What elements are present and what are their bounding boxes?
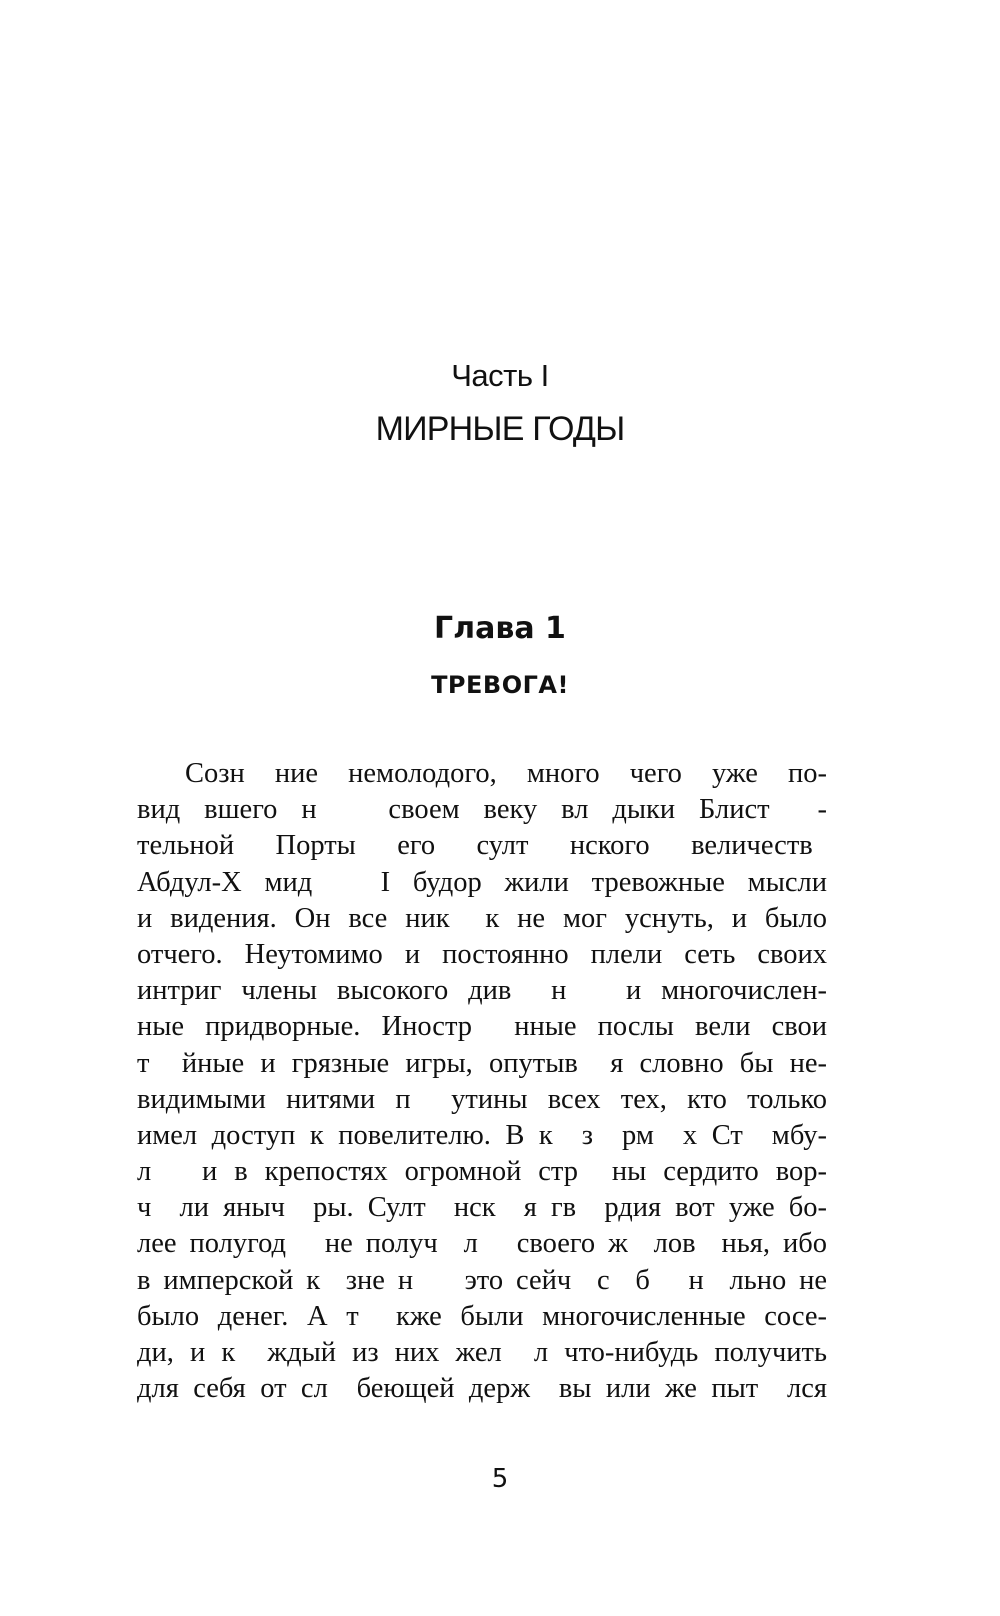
text-line: ные придворные. Иностр нные послы вели свои (137, 1011, 827, 1043)
text-line: лее полугод не получ л своего ж лов нья, ибо (137, 1228, 827, 1260)
text-line: имел доступ к повелителю. В к з рм х Ст мбу- (137, 1119, 827, 1151)
part-label: Часть I (451, 358, 549, 393)
part-title: МИРНЫЕ ГОДЫ (375, 410, 625, 448)
text-line: тельной Порты его султ нского величеств (137, 830, 827, 862)
text-line: для себя от сл беющей держ вы или же пыт лся (137, 1373, 827, 1405)
page-number: 5 (491, 1464, 509, 1494)
text-line: в имперской к зне н это сейч с б н льно не (137, 1264, 827, 1296)
body-text (137, 756, 827, 1407)
text-line: интриг члены высокого див н и многочислен- (137, 975, 827, 1007)
text-line: Абдул-Х мид I будор жили тревожные мысли (137, 866, 827, 898)
text-line: отчего. Неутомимо и постоянно плели сеть своих (137, 938, 827, 970)
text-line: вид вшего н своем веку вл дыки Блист - (137, 794, 827, 826)
text-line: т йные и грязные игры, опутыв я словно бы не- (137, 1047, 827, 1079)
chapter-title: ТРЕВОГА! (431, 671, 569, 699)
text-line: ч ли яныч ры. Султ нск я гв рдия вот уже бо- (137, 1192, 827, 1224)
text-line: было денег. А т кже были многочисленные сосе- (137, 1300, 827, 1332)
text-line: ди, и к ждый из них жел л что-нибудь получить (137, 1337, 827, 1368)
chapter-label: Глава 1 (434, 611, 566, 646)
text-line: Созн ние немолодого, много чего уже по- (185, 758, 827, 789)
text-line: и видения. Он все ник к не мог уснуть, и было (137, 902, 827, 934)
text-line: л и в крепостях огромной стр ны сердито вор- (137, 1156, 827, 1188)
text-line: видимыми нитями п утины всех тех, кто только (137, 1083, 827, 1115)
